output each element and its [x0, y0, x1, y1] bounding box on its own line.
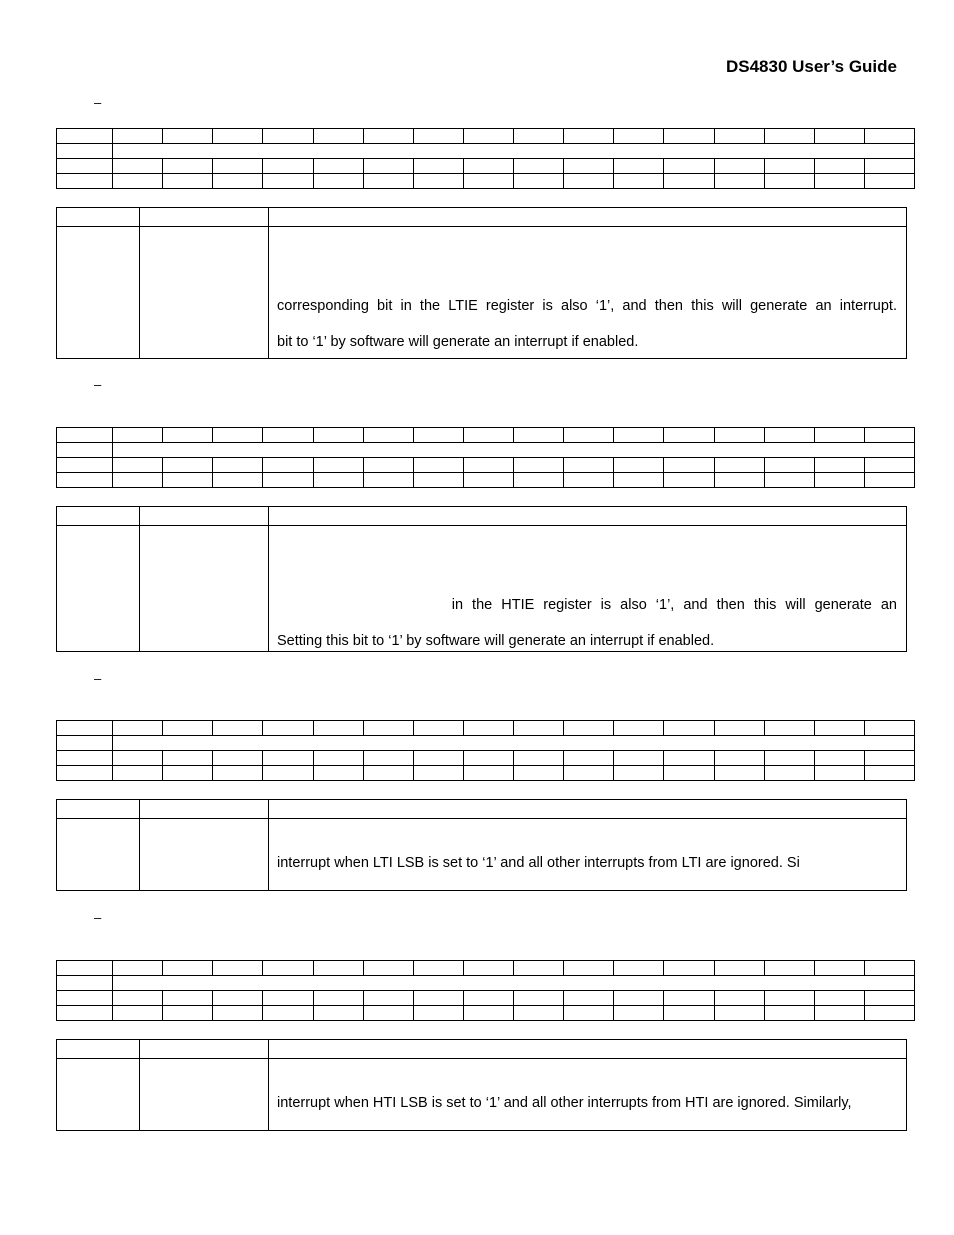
bit-access-row [57, 1006, 915, 1021]
section-dash: – [94, 671, 102, 686]
bit-name-row [57, 144, 915, 159]
register-bit-table [56, 128, 915, 189]
description-row [57, 819, 907, 891]
section-dash: – [94, 910, 102, 925]
bit-access-row [57, 174, 915, 189]
bit-number-row [57, 428, 915, 443]
bit-name-row [57, 443, 915, 458]
section-dash: – [94, 377, 102, 392]
bit-number-row [57, 721, 915, 736]
description-header-row [57, 1040, 907, 1059]
bit-description-table [56, 506, 907, 652]
bit-reset-row [57, 751, 915, 766]
bit-access-row [57, 473, 915, 488]
bit-number-row [57, 129, 915, 144]
description-row [57, 1059, 907, 1131]
description-row [57, 526, 907, 652]
bit-name-row [57, 976, 915, 991]
bit-reset-row [57, 159, 915, 174]
description-header-row [57, 800, 907, 819]
description-row [57, 227, 907, 359]
bit-reset-row [57, 458, 915, 473]
bit-description-table [56, 207, 907, 359]
bit-description-table [56, 799, 907, 891]
register-bit-table [56, 720, 915, 781]
description-line: corresponding bit in the LTIE register is also ‘1’, and then this will generate an interrupt. [277, 298, 897, 314]
description-line: in the HTIE register is also ‘1’, and then this will generate an [451, 597, 897, 613]
bit-name-row [57, 736, 915, 751]
description-header-row [57, 208, 907, 227]
bit-reset-row [57, 991, 915, 1006]
register-bit-table [56, 960, 915, 1021]
bit-description-table [56, 1039, 907, 1131]
description-line: bit to ‘1’ by software will generate an interrupt if enabled. [277, 334, 639, 350]
description-header-row [57, 507, 907, 526]
section-dash: – [94, 95, 102, 110]
description-line: interrupt when HTI LSB is set to ‘1’ and all other interrupts from HTI are ignored. Similarly, [277, 1095, 852, 1111]
bit-number-row [57, 961, 915, 976]
page-header-title: DS4830 User’s Guide [725, 57, 897, 76]
description-line: interrupt when LTI LSB is set to ‘1’ and all other interrupts from LTI are ignored. Si [277, 855, 800, 871]
description-line: Setting this bit to ‘1’ by software will generate an interrupt if enabled. [277, 633, 715, 649]
bit-access-row [57, 766, 915, 781]
register-bit-table [56, 427, 915, 488]
